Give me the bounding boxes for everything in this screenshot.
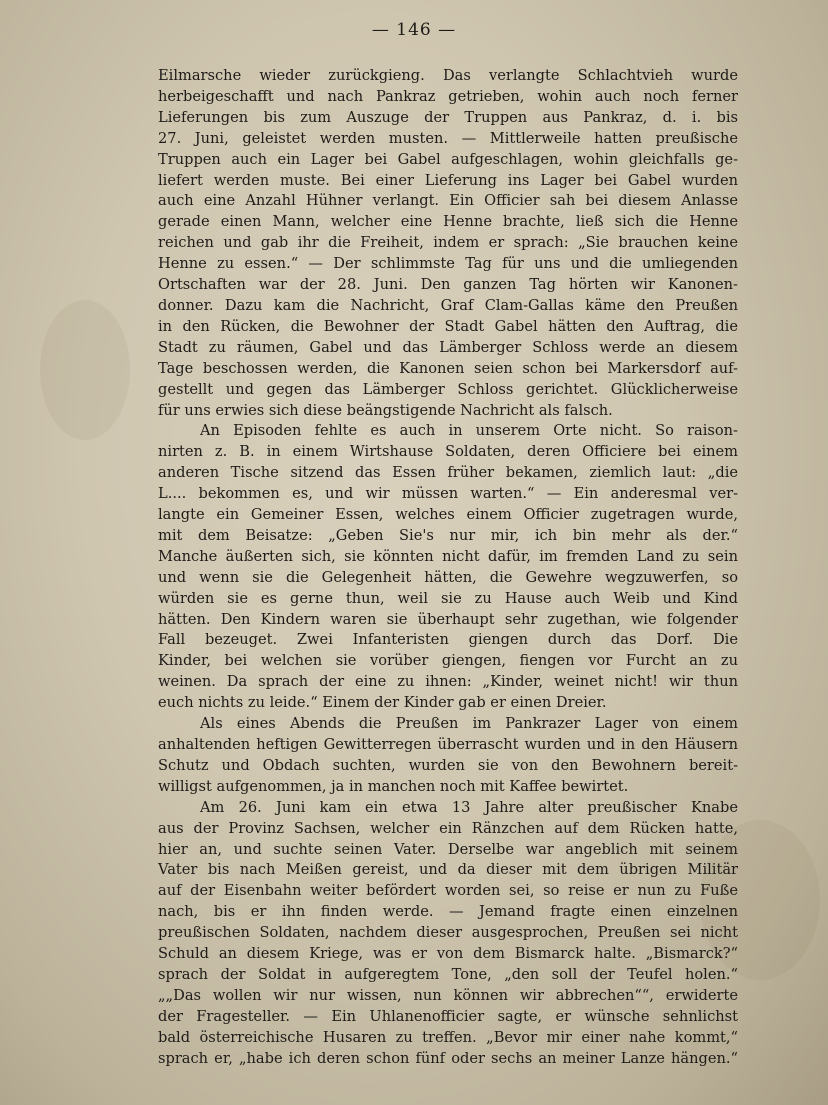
text-line: hier an, und suchte seinen Vater. Derselbe war angeblich mit seinem — [158, 840, 738, 858]
text-line: und wenn sie die Gelegenheit hätten, die Gewehre wegzuwerfen, so — [158, 568, 738, 586]
text-line: „„Das wollen wir nur wissen, nun können wir abbrechen““, erwiderte — [158, 986, 738, 1004]
text-line: preußischen Soldaten, nachdem dieser ausgesprochen, Preußen sei nicht — [158, 924, 738, 942]
text-line: herbeigeschafft und nach Pankraz getrieben, wohin auch noch ferner — [158, 87, 738, 105]
text-line: Als eines Abends die Preußen im Pankrazer Lager von einem — [200, 715, 738, 733]
text-line: der Fragesteller. — Ein Uhlanenofficier sagte, er wünsche sehnlichst — [158, 1007, 738, 1025]
text-line: euch nichts zu leide.“ Einem der Kinder gab er einen Dreier. — [158, 694, 607, 712]
text-line: Am 26. Juni kam ein etwa 13 Jahre alter preußischer Knabe — [200, 798, 738, 816]
text-line: Fall bezeuget. Zwei Infanteristen giengen durch das Dorf. Die — [158, 631, 738, 649]
text-line: Stadt zu räumen, Gabel und das Lämberger Schloss werde an diesem — [158, 338, 738, 356]
body-text — [158, 66, 738, 1070]
text-line: anhaltenden heftigen Gewitterregen überrascht wurden und in den Häusern — [158, 736, 738, 753]
text-line: in den Rücken, die Bewohner der Stadt Gabel hätten den Auftrag, die — [158, 317, 738, 335]
text-line: Tage beschossen werden, die Kanonen seien schon bei Markersdorf auf- — [158, 359, 738, 377]
text-line: auch eine Anzahl Hühner verlangt. Ein Officier sah bei diesem Anlasse — [158, 192, 738, 210]
text-line: Vater bis nach Meißen gereist, und da dieser mit dem übrigen Militär — [158, 861, 738, 879]
text-line: reichen und gab ihr die Freiheit, indem er sprach: „Sie brauchen keine — [158, 234, 738, 252]
text-line: 27. Juni, geleistet werden musten. — Mittlerweile hatten preußische — [158, 129, 738, 147]
text-line: sprach er, „habe ich deren schon fünf oder sechs an meiner Lanze hängen.“ — [158, 1049, 738, 1067]
text-line: gestellt und gegen das Lämberger Schloss gerichtet. Glücklicherweise — [158, 380, 738, 398]
text-line: auf der Eisenbahn weiter befördert worden sei, so reise er nun zu Fuße — [158, 882, 738, 900]
text-line: liefert werden muste. Bei einer Lieferung ins Lager bei Gabel wurden — [158, 171, 738, 189]
text-line: langte ein Gemeiner Essen, welches einem Officier zugetragen wurde, — [158, 506, 738, 524]
text-line: gerade einen Mann, welcher eine Henne brachte, ließ sich die Henne — [158, 213, 738, 231]
text-line: sprach der Soldat in aufgeregtem Tone, „den soll der Teufel holen.“ — [158, 965, 738, 983]
text-line: hätten. Den Kindern waren sie überhaupt sehr zugethan, wie folgender — [158, 610, 738, 628]
text-line: mit dem Beisatze: „Geben Sie's nur mir, ich bin mehr als der.“ — [158, 526, 738, 544]
text-line: aus der Provinz Sachsen, welcher ein Ränzchen auf dem Rücken hatte, — [158, 819, 738, 837]
text-line: Eilmarsche wieder zurückgieng. Das verlangte Schlachtvieh wurde — [158, 67, 738, 84]
text-line: würden sie es gerne thun, weil sie zu Hause auch Weib und Kind — [158, 589, 738, 607]
text-line: An Episoden fehlte es auch in unserem Orte nicht. So raison- — [200, 422, 738, 440]
text-line: nirten z. B. in einem Wirtshause Soldaten, deren Officiere bei einem — [158, 443, 738, 461]
text-line: donner. Dazu kam die Nachricht, Graf Clam-Gallas käme den Preußen — [158, 296, 738, 314]
text-line: für uns erwies sich diese beängstigende Nachricht als falsch. — [158, 401, 613, 419]
text-line: willigst aufgenommen, ja in manchen noch mit Kaffee bewirtet. — [158, 777, 629, 795]
text-line: anderen Tische sitzend das Essen früher bekamen, ziemlich laut: „die — [158, 464, 738, 482]
text-line: Kinder, bei welchen sie vorüber giengen, fiengen vor Furcht an zu — [158, 652, 738, 670]
text-line: Schutz und Obdach suchten, wurden sie von den Bewohnern bereit- — [158, 756, 738, 774]
paper-stain — [40, 300, 130, 440]
text-line: weinen. Da sprach der eine zu ihnen: „Kinder, weinet nicht! wir thun — [158, 673, 738, 691]
text-line: Ortschaften war der 28. Juni. Den ganzen Tag hörten wir Kanonen- — [158, 276, 738, 294]
text-line: nach, bis er ihn finden werde. — Jemand fragte einen einzelnen — [158, 903, 738, 921]
text-line: Henne zu essen.“ — Der schlimmste Tag für uns und die umliegenden — [158, 255, 738, 273]
text-line: bald österreichische Husaren zu treffen. „Bevor mir einer nahe kommt,“ — [158, 1028, 738, 1046]
text-line: Manche äußerten sich, sie könnten nicht dafür, im fremden Land zu sein — [158, 547, 738, 565]
text-line: Truppen auch ein Lager bei Gabel aufgeschlagen, wohin gleichfalls ge- — [158, 150, 738, 168]
text-line: Lieferungen bis zum Auszuge der Truppen aus Pankraz, d. i. bis — [158, 108, 738, 126]
text-line: Schuld an diesem Kriege, was er von dem Bismarck halte. „Bismarck?“ — [158, 945, 738, 963]
page-number: — 146 — — [371, 20, 457, 40]
text-line: L.... bekommen es, und wir müssen warten.“ — Ein anderesmal ver- — [158, 485, 738, 503]
